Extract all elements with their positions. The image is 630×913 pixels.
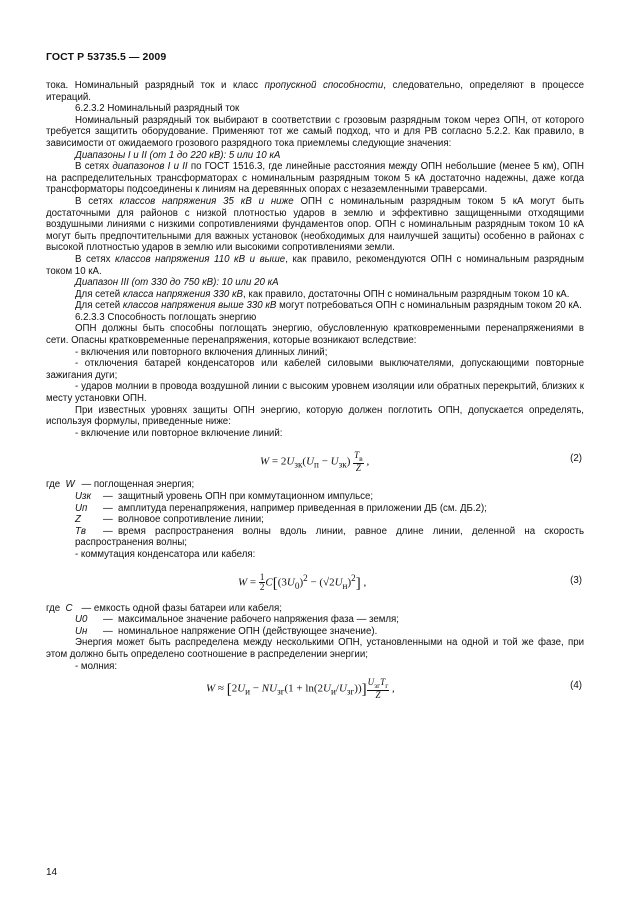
legend-row: Uзк — защитный уровень ОПН при коммутационном импульсе; — [75, 491, 374, 502]
equation-3 — [46, 561, 584, 603]
legend-row: где W — поглощенная энергия; — [46, 479, 195, 491]
bullet-item: - включение или повторное включение линий: — [75, 427, 283, 439]
paragraph: В сетях классов напряжения 110 кВ и выше, как правило, рекомендуются ОПН с номинальным разрядным током 10 кА. — [46, 253, 584, 277]
bullet-item: - коммутация конденсатора или кабеля: — [75, 548, 256, 560]
equation-4-formula: $W \approx [2U_и - NU_{зг}(1 + \ln(2U_и/U_{зг}))]$ $\frac{U_{зг}T_г}{Z}$ , — [206, 677, 395, 700]
page-number: 14 — [46, 867, 58, 878]
equation-3-number: (3) — [570, 574, 582, 586]
legend-row: где C — емкость одной фазы батареи или кабеля; — [46, 602, 282, 614]
equation-4-number: (4) — [570, 680, 582, 692]
equation-4 — [46, 672, 584, 706]
legend-eq3 — [46, 603, 584, 638]
paragraph: ОПН должны быть способны поглощать энергию, обусловленную кратковременными перенапряжениями в сети. Опасны кратковременные перенапряжения, которые возникают вследствие: — [46, 323, 584, 347]
paragraph: Номинальный разрядный ток выбирают в соответствии с грозовым разрядным током через ОПН, от которого требуется защитить оборудование. Применяют тот же самый подход, что и для РВ согласно 5.2.2. Как правило, в зависимости от ожидаемого грозового разрядного тока приемлемы следующие значения: — [46, 114, 584, 149]
legend-row: Uн — номинальное напряжение ОПН (действующее значение). — [75, 625, 378, 637]
page-body — [46, 80, 584, 706]
bullet-item: - ударов молнии в провода воздушной линии с высоким уровнем изоляции или обратных перекрытий, близких к месту установки ОПН. — [46, 381, 584, 405]
bullet-item: - отключения батарей конденсаторов или кабелей силовыми выключателями, допускающими повторные зажигания дуги; — [46, 358, 584, 381]
paragraph: Энергия может быть распределена между несколькими ОПН, установленными на одной и той же фазе, при этом должно быть определено соотношение в распределении энергии; — [46, 637, 584, 660]
equation-2-formula: $W = 2U_{зк}(U_п - U_{зк})$ $\frac{T_в}{Z}$ , — [260, 450, 370, 474]
equation-3-formula: W = $\frac{1}{2}$ $C[(3U_0)^2 - (√2U_н)^2]$ , — [238, 572, 367, 593]
section-heading-6-2-3-2: 6.2.3.2 Номинальный разрядный ток — [75, 103, 240, 115]
bullet-item: - молния: — [75, 660, 118, 672]
equation-2-number: (2) — [570, 453, 582, 465]
legend-row: Uп — амплитуда перенапряжения, например приведенная в приложении ДБ (см. ДБ.2); — [75, 502, 487, 514]
bullet-item: - включения или повторного включения длинных линий; — [75, 346, 328, 358]
paragraph: В сетях диапазонов I и II по ГОСТ 1516.3, где линейные расстояния между ОПН небольшие (менее 5 км), ОПН на распределительных трансформаторах с номинальным разрядным током 5 кА достаточно надежны, даже когда трансформаторы подсоединены к линиям на деревянных опорах с незаземленными траверсами. — [46, 161, 585, 196]
equation-2 — [46, 439, 584, 479]
paragraph: тока. Номинальный разрядный ток и класс пропускной способности, следовательно, определяют в процессе итераций. — [46, 80, 584, 103]
range-heading: Диапазон III (от 330 до 750 кВ): 10 или 20 кА — [75, 277, 279, 289]
legend-row: Z — волновое сопротивление линии; — [75, 514, 264, 526]
legend-eq2 — [46, 479, 584, 549]
paragraph: Для сетей классов напряжения выше 330 кВ могут потребоваться ОПН с номинальным разрядным током 20 кА. — [75, 300, 582, 312]
standard-header: ГОСТ Р 53735.5 — 2009 — [46, 51, 167, 63]
legend-row: Tв — время распространения волны вдоль линии, равное длине линии, деленной на скорость распространения волны; — [75, 525, 584, 549]
paragraph: Для сетей класса напряжения 330 кВ, как правило, достаточны ОПН с номинальным разрядным током 10 кА. — [75, 288, 570, 300]
paragraph: При известных уровнях защиты ОПН энергию, которую должен поглотить ОПН, допускается определять, используя формулы, приведенные ниже: — [46, 404, 584, 428]
paragraph: В сетях классов напряжения 35 кВ и ниже ОПН с номинальным разрядным током 5 кА могут быть достаточными для районов с низкой плотностью ударов в землю и эффективно защищенными отходящими воздушными линиями с низкими сопротивлениями фундаментов опор. ОПН с номинальным разрядным током 10 кА могут быть предпочтительными для важных установок (необходимых для наилучшей защиты) особенно в районах с высокой плотностью ударов в землю или высокими сопротивлениями земли. — [46, 195, 585, 254]
legend-row: U0 — максимальное значение рабочего напряжения фаза — земля; — [75, 614, 399, 626]
range-heading: Диапазоны I и II (от 1 до 220 кВ): 5 или 10 кА — [75, 149, 281, 161]
section-heading-6-2-3-3: 6.2.3.3 Способность поглощать энергию — [75, 311, 257, 323]
